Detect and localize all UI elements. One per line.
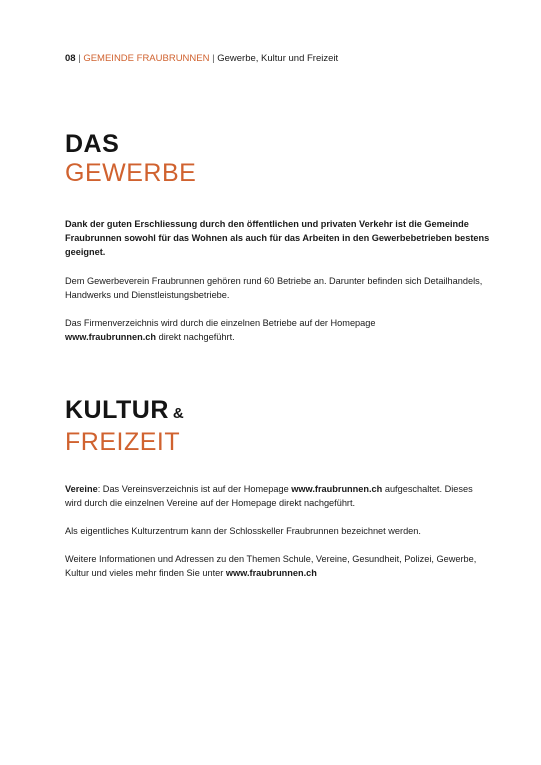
kultur-title-line2: FREIZEIT xyxy=(65,428,181,456)
gewerbe-title-line2: GEWERBE xyxy=(65,159,197,187)
gewerbe-heading xyxy=(65,130,485,188)
page-number: 08 xyxy=(65,53,76,64)
gewerbe-title-line1: DAS xyxy=(65,130,120,158)
header-separator-2: | xyxy=(209,53,218,64)
header-separator: | xyxy=(75,53,84,64)
kultur-title-word: KULTUR xyxy=(65,396,169,424)
gewerbe-paragraph-2-tail: direkt nachgeführt. xyxy=(156,332,235,342)
weitere-homepage-link[interactable]: www.fraubrunnen.ch xyxy=(225,568,317,578)
weitere-informationen-paragraph xyxy=(65,552,490,580)
kultur-title-line1 xyxy=(65,396,485,428)
vereine-text-1: : Das Vereinsverzeichnis ist auf der Homepage xyxy=(97,484,292,494)
header-organization: GEMEINDE FRAUBRUNNEN xyxy=(83,53,210,64)
gewerbe-paragraph-2 xyxy=(65,316,490,344)
vereine-label: Vereine xyxy=(65,484,98,494)
gewerbe-homepage-link[interactable]: www.fraubrunnen.ch xyxy=(65,332,157,342)
kulturzentrum-paragraph: Als eigentliches Kulturzentrum kann der Schlosskeller Fraubrunnen bezeichnet werden. xyxy=(65,526,421,536)
vereine-homepage-link[interactable]: www.fraubrunnen.ch xyxy=(291,484,383,494)
vereine-text-2: aufgeschaltet. Dieses wird durch die einzelnen Vereine auf der Homepage direkt nachgeführt. xyxy=(65,484,473,508)
kultur-heading xyxy=(65,396,485,457)
gewerbe-paragraph-2-text: Das Firmenverzeichnis wird durch die einzelnen Betriebe auf der Homepage xyxy=(65,318,376,328)
gewerbe-intro: Dank der guten Erschliessung durch den öffentlichen und privaten Verkehr ist die Gemeinde Fraubrunnen sowohl für das Wohnen als auch für das Arbeiten in den Gewerbebetrieben bestens geeignet. xyxy=(65,219,490,257)
vereine-paragraph xyxy=(65,482,490,510)
running-header xyxy=(65,53,338,65)
weitere-text: Weitere Informationen und Adressen zu den Themen Schule, Vereine, Gesundheit, Polizei, Gewerbe, Kultur und vieles mehr finden Sie unter xyxy=(65,554,477,578)
header-section: Gewerbe, Kultur und Freizeit xyxy=(217,53,339,64)
kultur-title-ampersand: & xyxy=(172,405,185,422)
gewerbe-paragraph-1: Dem Gewerbeverein Fraubrunnen gehören rund 60 Betriebe an. Darunter befinden sich Detailhandels, Handwerks und Dienstleistungsbetriebe. xyxy=(65,276,483,300)
